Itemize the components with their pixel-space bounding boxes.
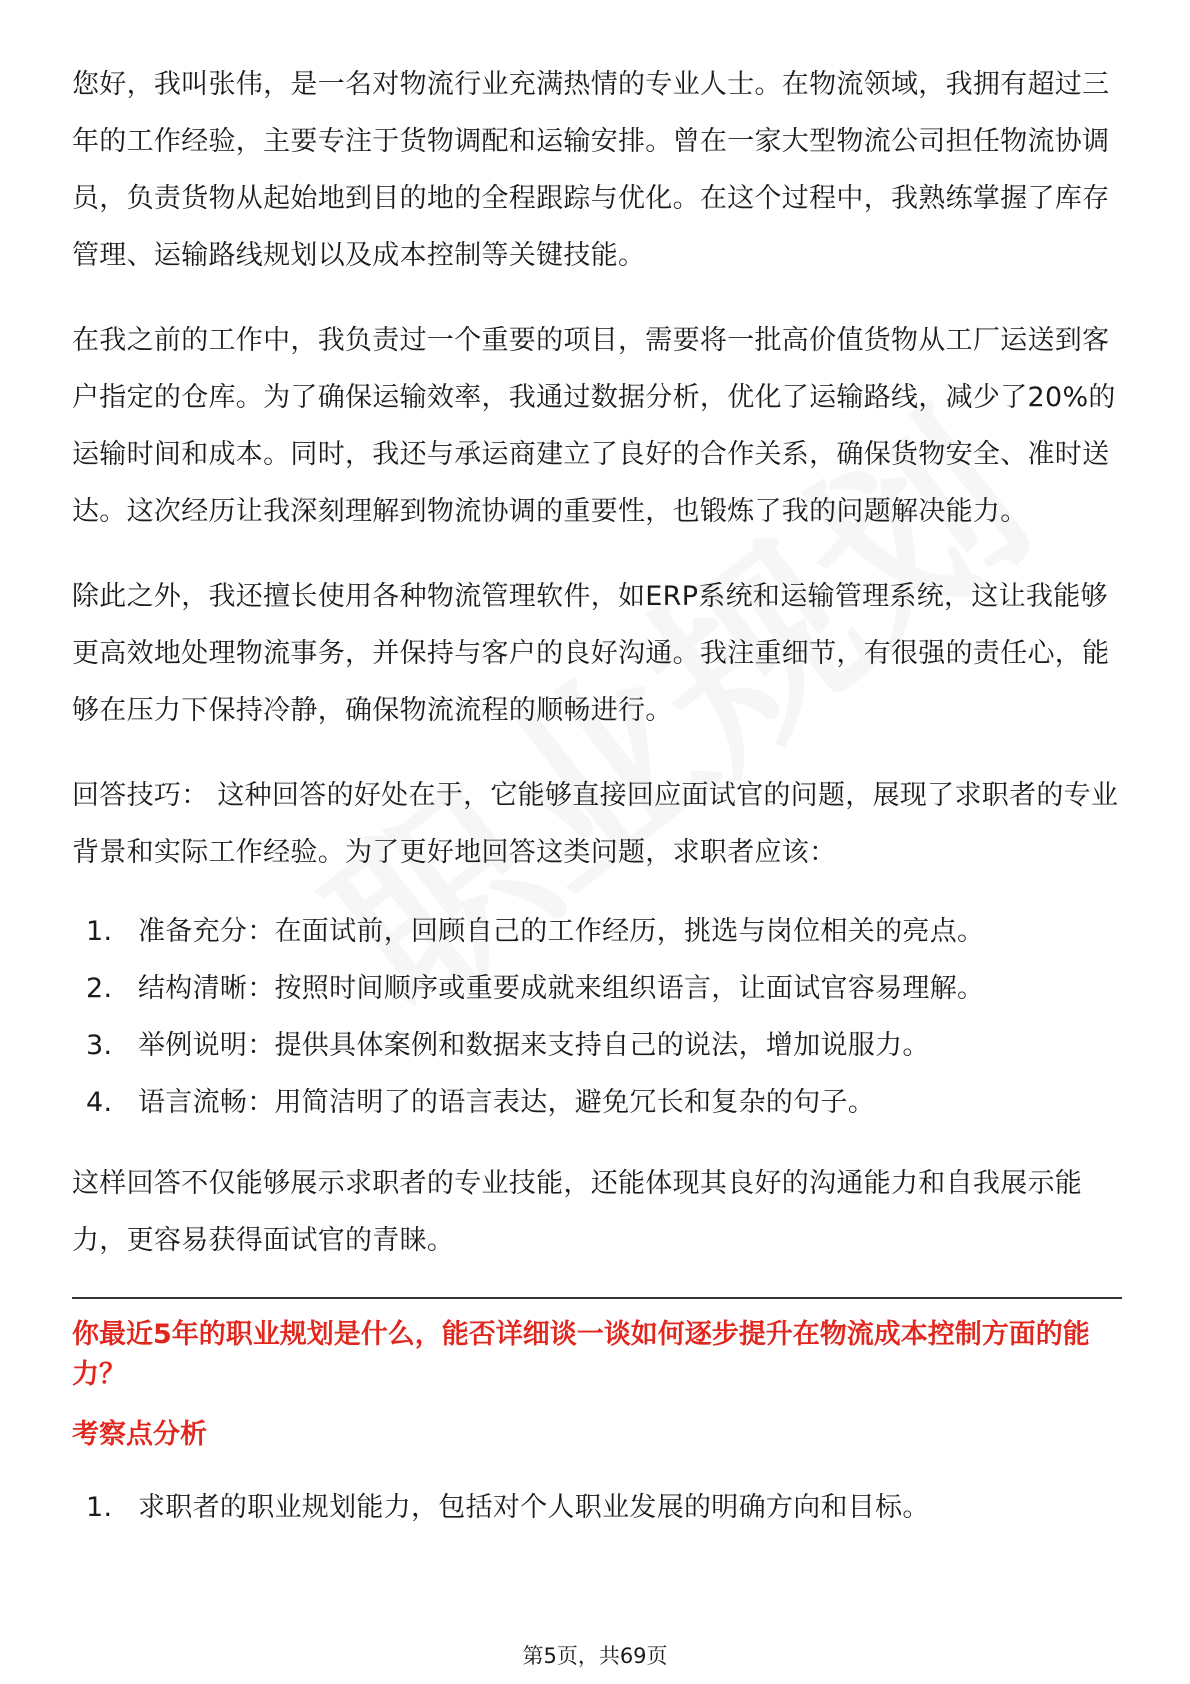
paragraph-tip-intro: 回答技巧： 这种回答的好处在于，它能够直接回应面试官的问题，展现了求职者的专业背景和实际工作经验。为了更好地回答这类问题，求职者应该： bbox=[72, 780, 1119, 868]
list-item-number: 2. bbox=[86, 973, 113, 1004]
list-item-text: 举例说明：提供具体案例和数据来支持自己的说法，增加说服力。 bbox=[138, 1030, 930, 1061]
question-heading: 你最近5年的职业规划是什么，能否详细谈一谈如何逐步提升在物流成本控制方面的能力？ bbox=[72, 1319, 1090, 1390]
list-item bbox=[72, 1479, 1122, 1536]
list-item-number: 4. bbox=[86, 1087, 113, 1118]
page-footer: 第5页，共69页 bbox=[522, 1644, 668, 1668]
paragraph-intro: 您好，我叫张伟，是一名对物流行业充满热情的专业人士。在物流领域，我拥有超过三年的工作经验，主要专注于货物调配和运输安排。曾在一家大型物流公司担任物流协调员，负责货物从起始地到目的地的全程跟踪与优化。在这个过程中，我熟练掌握了库存管理、运输路线规划以及成本控制等关键技能。 bbox=[72, 69, 1110, 271]
analysis-points-list bbox=[72, 1479, 1122, 1536]
paragraph-project: 在我之前的工作中，我负责过一个重要的项目，需要将一批高价值货物从工厂运送到客户指定的仓库。为了确保运输效率，我通过数据分析，优化了运输路线，减少了20%的运输时间和成本。同时，我还与承运商建立了良好的合作关系，确保货物安全、准时送达。这次经历让我深刻理解到物流协调的重要性，也锻炼了我的问题解决能力。 bbox=[72, 325, 1116, 527]
list-item bbox=[72, 960, 1122, 1017]
list-item bbox=[72, 1074, 1122, 1131]
list-item-number: 1. bbox=[86, 916, 113, 947]
list-item bbox=[72, 1017, 1122, 1074]
list-item-text: 准备充分：在面试前，回顾自己的工作经历，挑选与岗位相关的亮点。 bbox=[138, 916, 985, 947]
paragraph-skills: 除此之外，我还擅长使用各种物流管理软件，如ERP系统和运输管理系统，这让我能够更高效地处理物流事务，并保持与客户的良好沟通。我注重细节，有很强的责任心，能够在压力下保持冷静，确保物流流程的顺畅进行。 bbox=[72, 581, 1110, 726]
analysis-heading: 考察点分析 bbox=[72, 1419, 207, 1450]
list-item-number: 3. bbox=[86, 1030, 113, 1061]
list-item-text: 求职者的职业规划能力，包括对个人职业发展的明确方向和目标。 bbox=[138, 1492, 930, 1523]
tips-list bbox=[72, 903, 1122, 1131]
list-item-number: 1. bbox=[86, 1492, 113, 1523]
list-item-text: 结构清晰：按照时间顺序或重要成就来组织语言，让面试官容易理解。 bbox=[138, 973, 985, 1004]
list-item-text: 语言流畅：用简洁明了的语言表达，避免冗长和复杂的句子。 bbox=[138, 1087, 876, 1118]
document-page bbox=[72, 56, 1122, 1560]
list-item bbox=[72, 903, 1122, 960]
paragraph-conclusion: 这样回答不仅能够展示求职者的专业技能，还能体现其良好的沟通能力和自我展示能力，更容易获得面试官的青睐。 bbox=[72, 1168, 1083, 1256]
section-divider bbox=[72, 1297, 1122, 1299]
